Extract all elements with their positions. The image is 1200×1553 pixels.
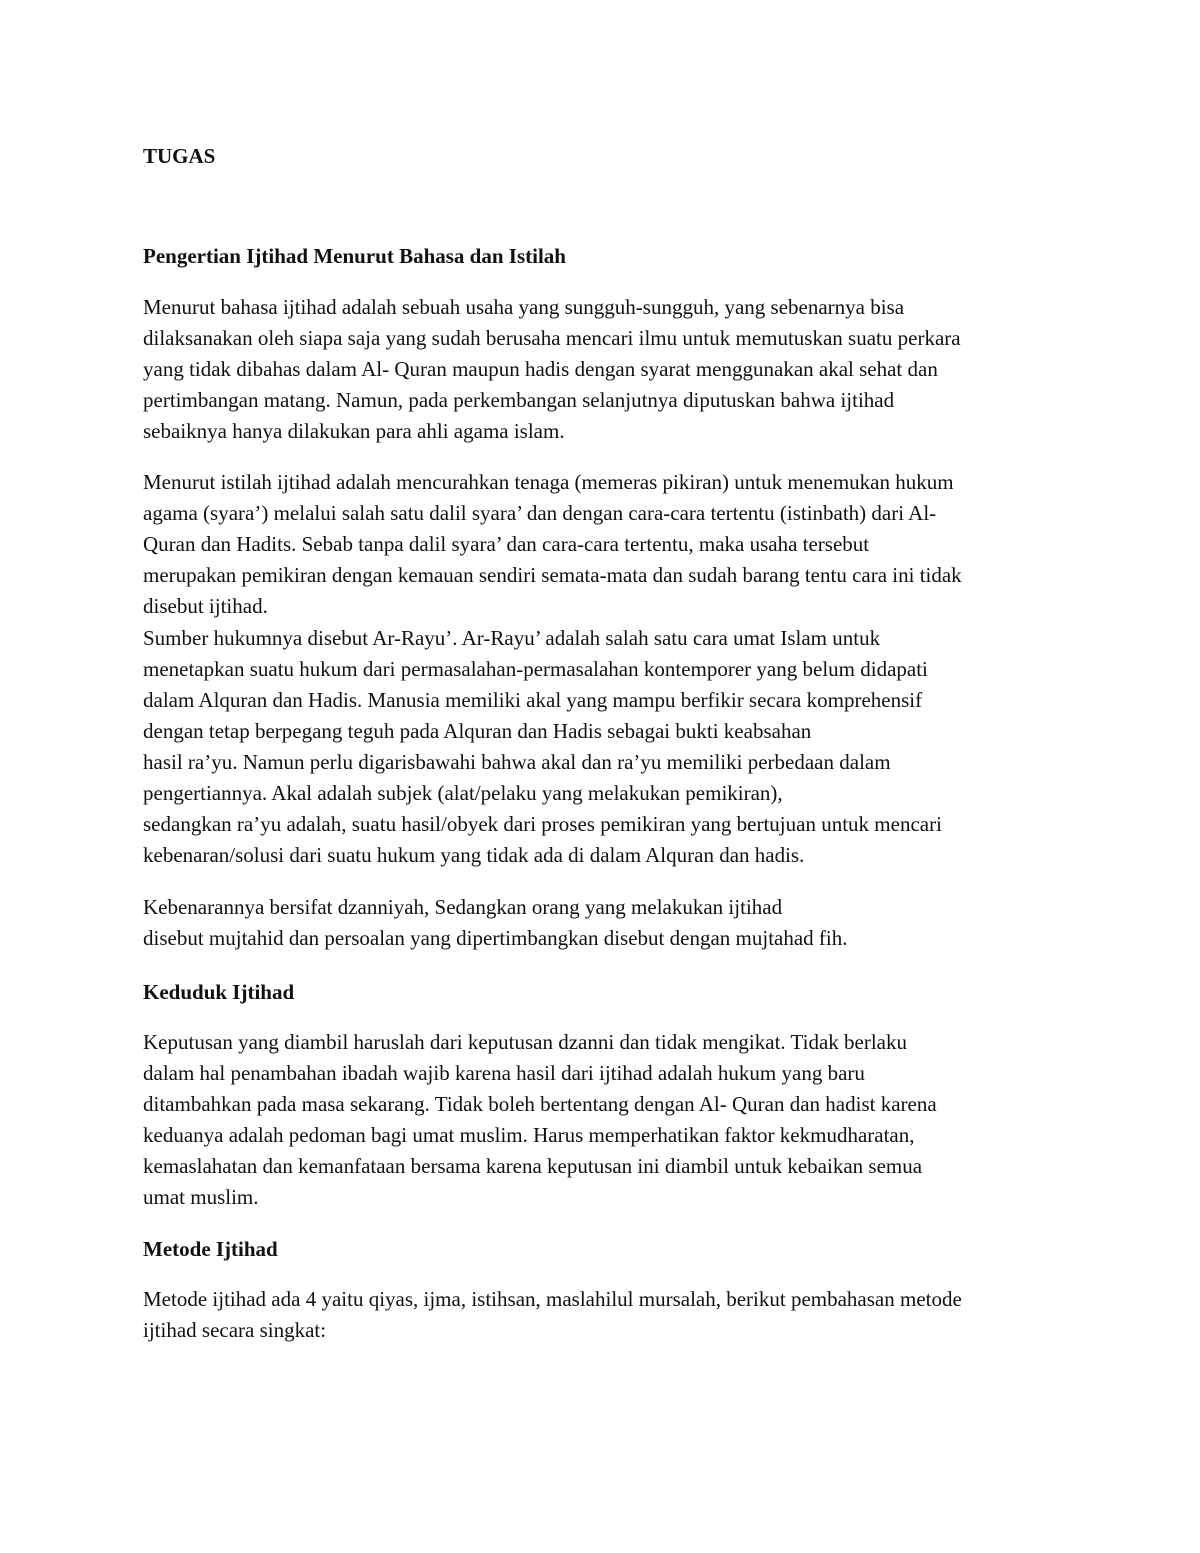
text-line: Metode ijtihad ada 4 yaitu qiyas, ijma, istihsan, maslahilul mursalah, berikut pembahasan metode [143, 1287, 962, 1311]
text-line: pengertiannya. Akal adalah subjek (alat/pelaku yang melakukan pemikiran), [143, 781, 783, 805]
text-line: kemaslahatan dan kemanfataan bersama karena keputusan ini diambil untuk kebaikan semua [143, 1154, 923, 1178]
text-line: kebenaran/solusi dari suatu hukum yang tidak ada di dalam Alquran dan hadis. [143, 843, 805, 867]
section-heading-pengertian: Pengertian Ijtihad Menurut Bahasa dan Istilah [143, 244, 566, 268]
text-line: menetapkan suatu hukum dari permasalahan-permasalahan kontemporer yang belum didapati [143, 657, 928, 681]
text-line: Keputusan yang diambil haruslah dari keputusan dzanni dan tidak mengikat. Tidak berlaku [143, 1030, 907, 1054]
text-line: disebut mujtahid dan persoalan yang dipertimbangkan disebut dengan mujtahad fih. [143, 926, 848, 950]
text-line: ijtihad secara singkat: [143, 1318, 327, 1342]
document-title: TUGAS [143, 144, 216, 168]
text-line: sebaiknya hanya dilakukan para ahli agama islam. [143, 419, 565, 443]
text-line: Sumber hukumnya disebut Ar-Rayu’. Ar-Rayu’ adalah salah satu cara umat Islam untuk [143, 626, 881, 650]
section-heading-metode: Metode Ijtihad [143, 1237, 278, 1261]
paragraph-kebenaran [143, 892, 1083, 954]
text-line: dalam hal penambahan ibadah wajib karena hasil dari ijtihad adalah hukum yang baru [143, 1061, 865, 1085]
text-line: yang tidak dibahas dalam Al- Quran maupun hadis dengan syarat menggunakan akal sehat dan [143, 357, 938, 381]
text-line: Menurut bahasa ijtihad adalah sebuah usaha yang sungguh-sungguh, yang sebenarnya bisa [143, 295, 905, 319]
text-line: umat muslim. [143, 1185, 259, 1209]
paragraph-menurut-istilah [143, 467, 1083, 622]
text-line: Menurut istilah ijtihad adalah mencurahkan tenaga (memeras pikiran) untuk menemukan hukum [143, 470, 954, 494]
text-line: dalam Alquran dan Hadis. Manusia memiliki akal yang mampu berfikir secara komprehensif [143, 688, 923, 712]
paragraph-metode [143, 1284, 1083, 1346]
paragraph-menurut-bahasa [143, 292, 1083, 447]
text-line: Quran dan Hadits. Sebab tanpa dalil syara’ dan cara-cara tertentu, maka usaha tersebut [143, 532, 870, 556]
text-line: ditambahkan pada masa sekarang. Tidak boleh bertentang dengan Al- Quran dan hadist karena [143, 1092, 937, 1116]
text-line: disebut ijtihad. [143, 594, 268, 618]
text-line: hasil ra’yu. Namun perlu digarisbawahi bahwa akal dan ra’yu memiliki perbedaan dalam [143, 750, 891, 774]
text-line: dilaksanakan oleh siapa saja yang sudah berusaha mencari ilmu untuk memutuskan suatu perkara [143, 326, 961, 350]
paragraph-keputusan [143, 1027, 1083, 1213]
paragraph-sumber-hukum [143, 623, 1083, 871]
section-heading-keduduk: Keduduk Ijtihad [143, 980, 295, 1004]
text-line: Kebenarannya bersifat dzanniyah, Sedangkan orang yang melakukan ijtihad [143, 895, 783, 919]
text-line: agama (syara’) melalui salah satu dalil syara’ dan dengan cara-cara tertentu (istinbath) dari Al- [143, 501, 937, 525]
text-line: pertimbangan matang. Namun, pada perkembangan selanjutnya diputuskan bahwa ijtihad [143, 388, 895, 412]
text-line: dengan tetap berpegang teguh pada Alquran dan Hadis sebagai bukti keabsahan [143, 719, 812, 743]
text-line: keduanya adalah pedoman bagi umat muslim. Harus memperhatikan faktor kekmudharatan, [143, 1123, 915, 1147]
text-line: sedangkan ra’yu adalah, suatu hasil/obyek dari proses pemikiran yang bertujuan untuk mencari [143, 812, 942, 836]
text-line: merupakan pemikiran dengan kemauan sendiri semata-mata dan sudah barang tentu cara ini tidak [143, 563, 962, 587]
